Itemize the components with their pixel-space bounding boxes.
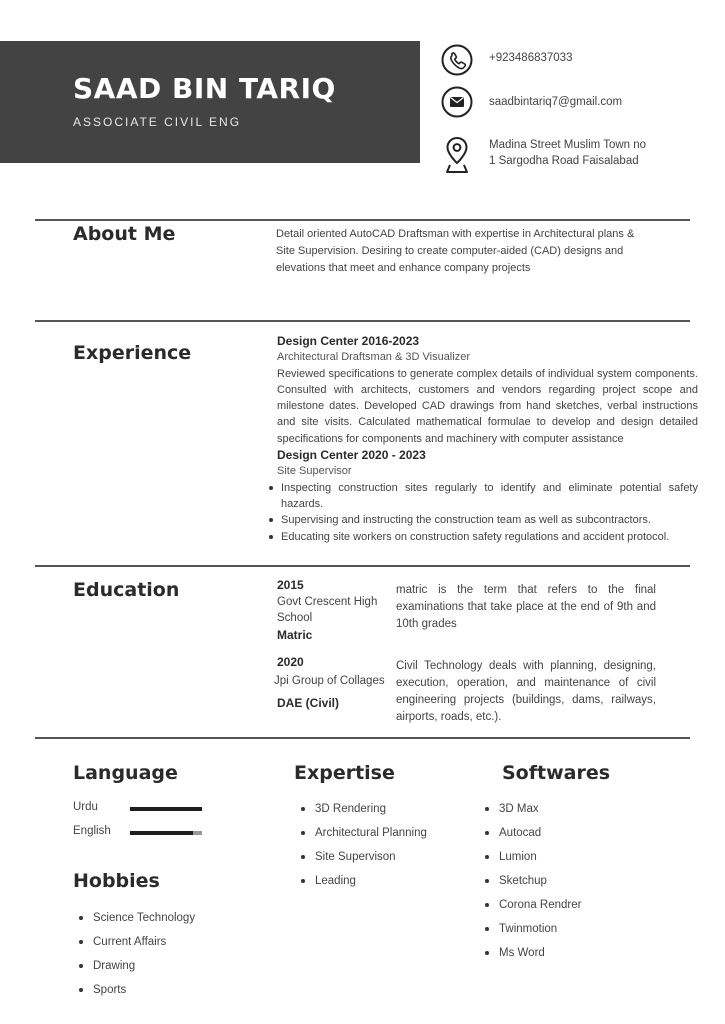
language-level-bar (130, 807, 202, 811)
software-item: 3D Max (479, 801, 581, 825)
softwares-list (479, 801, 581, 969)
contact-email (441, 86, 711, 118)
hobby-item: Sports (73, 982, 195, 1006)
candidate-role: ASSOCIATE CIVIL ENG (73, 115, 242, 129)
software-item: Lumion (479, 849, 581, 873)
softwares-title: Softwares (502, 762, 611, 784)
education-entry (277, 577, 389, 643)
language-name: English (73, 825, 111, 837)
job-bullet: Supervising and instructing the construction team as well as subcontractors. (267, 512, 698, 528)
hobbies-list (73, 910, 195, 1006)
address-line-2: 1 Sargodha Road Faisalabad (489, 155, 639, 167)
hobbies-title: Hobbies (73, 870, 160, 892)
expertise-item: Site Supervison (295, 849, 427, 873)
software-item: Sketchup (479, 873, 581, 897)
phone-number: +923486837033 (489, 52, 573, 64)
language-level-bar (130, 831, 202, 835)
experience-list (277, 333, 698, 545)
language-level-fill (130, 831, 193, 835)
job-company: Design Center 2016-2023 (277, 334, 420, 348)
contact-phone (441, 44, 711, 76)
job-entry (277, 333, 698, 447)
job-role: Site Supervisor (277, 465, 352, 478)
divider-education (35, 565, 690, 567)
location-pin-icon (441, 135, 473, 175)
job-entry (277, 447, 698, 545)
software-item: Corona Rendrer (479, 897, 581, 921)
education-entry (274, 654, 394, 712)
divider-experience (35, 320, 690, 322)
education-school: Jpi Group of Collages (274, 674, 385, 687)
education-degree: DAE (Civil) (277, 696, 340, 710)
software-item: Twinmotion (479, 921, 581, 945)
software-item: Ms Word (479, 945, 581, 969)
education-description: Civil Technology deals with planning, designing, execution, operation, and maintenance of civil engineering projects (buildings, dams, railways, airports, roads, etc.). (396, 660, 656, 723)
job-bullet: Educating site workers on construction safety regulations and accident protocol. (267, 529, 698, 545)
phone-icon (441, 44, 473, 76)
education-year: 2020 (277, 655, 304, 669)
experience-title: Experience (73, 342, 192, 364)
address-line-1: Madina Street Muslim Town no (489, 139, 647, 151)
expertise-item: Leading (295, 873, 427, 897)
education-title: Education (73, 579, 180, 601)
software-item: Autocad (479, 825, 581, 849)
education-year: 2015 (277, 578, 304, 592)
divider-about (35, 219, 690, 221)
about-title: About Me (73, 223, 176, 245)
expertise-title: Expertise (294, 762, 395, 784)
expertise-list (295, 801, 427, 897)
divider-skills (35, 737, 690, 739)
language-title: Language (73, 762, 178, 784)
job-company: Design Center 2020 - 2023 (277, 448, 426, 463)
hobby-item: Current Affairs (73, 934, 195, 958)
about-text: Detail oriented AutoCAD Draftsman with expertise in Architectural plans & Site Supervision. Desiring to create computer-aided (CAD) designs and elevations that meet and enhance company projects (276, 228, 635, 274)
job-role: Architectural Draftsman & 3D Visualizer (277, 351, 470, 364)
education-description: matric is the term that refers to the final examinations that take place at the end of 9th and 10th grades (396, 584, 656, 630)
contact-address (441, 135, 711, 175)
address-text (489, 137, 669, 169)
expertise-item: 3D Rendering (295, 801, 427, 825)
email-icon (441, 86, 473, 118)
expertise-item: Architectural Planning (295, 825, 427, 849)
education-degree: Matric (277, 627, 313, 642)
hobby-item: Drawing (73, 958, 195, 982)
job-description: Reviewed specifications to generate complex details of individual system components. Consulted with architects, customers and vendors regarding project scope and milestone dates. Developed CAD drawings from hand sketches, verbal instructions and site visits. Calculated mathematical formulae to develop and design detailed specifications for components and machinery with computer assistance (277, 367, 698, 445)
hobby-item: Science Technology (73, 910, 195, 934)
job-bullet: Inspecting construction sites regularly to identify and eliminate potential safety hazards. (267, 480, 698, 513)
education-school: Govt Crescent High School (277, 595, 378, 624)
job-bullets (267, 480, 698, 545)
language-level-fill (130, 807, 202, 811)
candidate-name: SAAD BIN TARIQ (73, 72, 336, 105)
email-address: saadbintariq7@gmail.com (489, 96, 623, 108)
language-name: Urdu (73, 801, 98, 813)
